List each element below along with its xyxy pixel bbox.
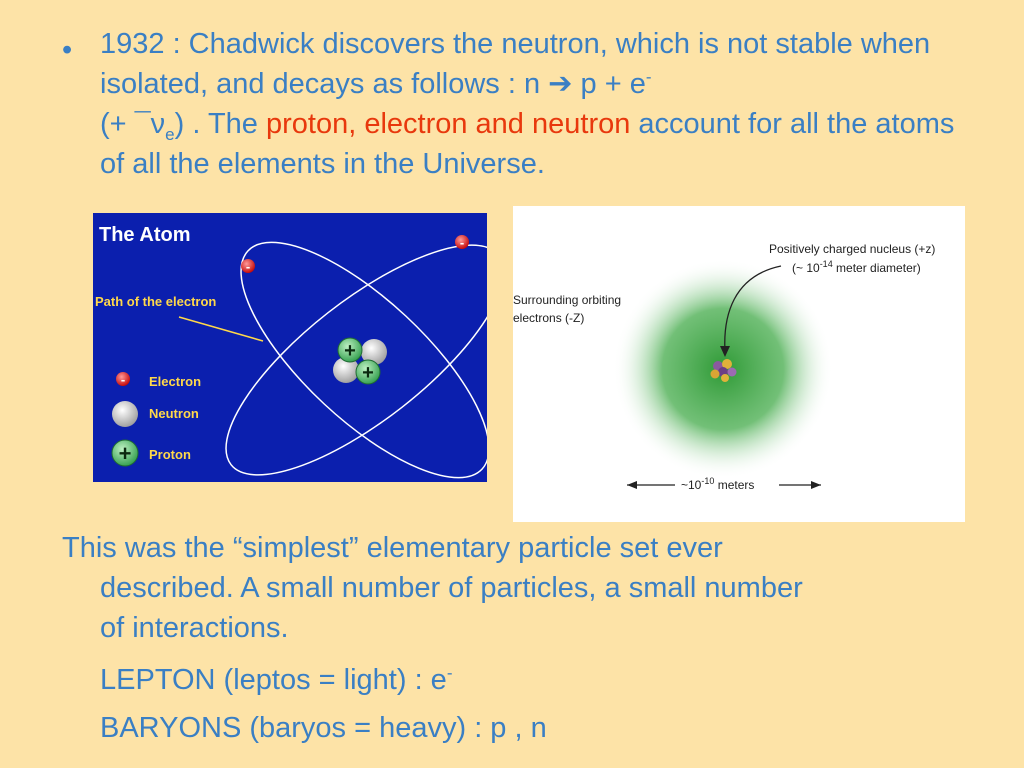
highlighted-particles: proton, electron and neutron (265, 108, 631, 140)
nucleus-label-1: Positively charged nucleus (+z) (769, 242, 936, 256)
electrons-label-1: Surrounding orbiting (513, 293, 622, 307)
lepton-sup: - (446, 663, 453, 683)
para2-line-b: described. A small number of particles, a small number (100, 572, 803, 604)
path-label: Path of the electron (95, 294, 217, 309)
lepton-line (100, 660, 452, 700)
text-open-paren: (+ (100, 108, 135, 140)
legend-neutron-label: Neutron (149, 406, 199, 421)
atom-title: The Atom (99, 224, 191, 246)
nucleus-label-2: (~ $10^{-14}$ meter diameter) (792, 259, 921, 275)
bullet-point: • (62, 34, 73, 66)
proton-1-sign: + (344, 340, 356, 362)
atom-diagram (93, 213, 487, 482)
simplest-set-paragraph (62, 528, 962, 648)
text-part-c: account for all the atoms of all the elements in the Universe. (100, 108, 955, 180)
arrow-icon: ➔ (548, 68, 573, 100)
legend-neutron-icon (112, 401, 138, 427)
text-part-a: 1932 : Chadwick discovers the neutron, which is not stable when isolated, and decays as follows : n (100, 28, 931, 100)
electron-2-sign: - (459, 235, 465, 250)
legend-electron-sign: - (120, 372, 126, 387)
legend-proton-sign: + (118, 441, 132, 466)
electron-1-sign: - (245, 259, 251, 274)
para2-line-a: This was the “simplest” elementary particle set ever (62, 532, 723, 564)
lepton-text: LEPTON (leptos = light) : e (100, 664, 447, 696)
antineutrino-symbol: ¯ν (134, 108, 166, 140)
proton-2-sign: + (362, 362, 374, 384)
text-part-b: p + e (572, 68, 646, 100)
scale-arrow-right-icon (811, 481, 821, 489)
superscript-minus: - (645, 67, 652, 87)
scale-label: $\sim 10^{-10}$ meters (681, 476, 755, 492)
text-the: ) . The (174, 108, 266, 140)
legend-proton-label: Proton (149, 447, 191, 462)
scale-arrow-left-icon (627, 481, 637, 489)
para2-line-c: of interactions. (100, 612, 289, 644)
baryon-line (100, 708, 547, 748)
chadwick-paragraph (100, 24, 980, 184)
nucleus-scale-diagram (513, 206, 965, 522)
electrons-label-2: electrons (-Z) (513, 311, 585, 325)
baryon-text: BARYONS (baryos = heavy) : p , n (100, 712, 547, 744)
legend-electron-label: Electron (149, 374, 202, 389)
path-pointer (179, 317, 263, 341)
subscript-e: e (165, 124, 175, 144)
